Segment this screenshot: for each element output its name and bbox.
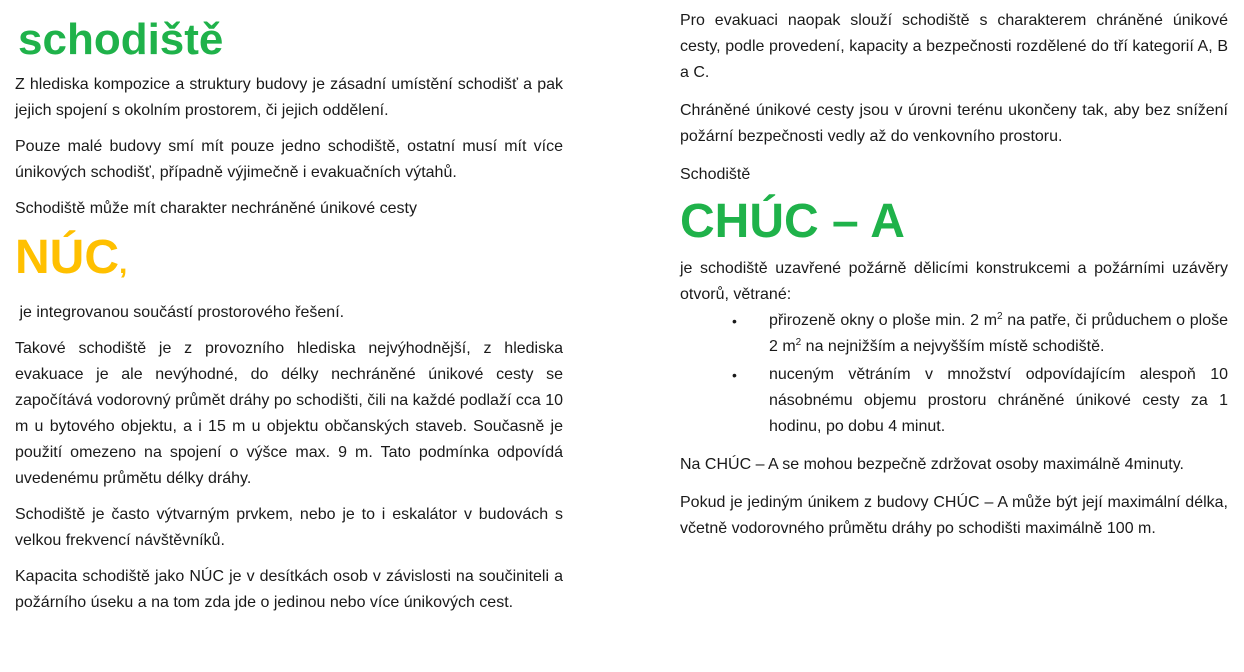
bullet-text: nuceným větráním v množství odpovídajícím alespoň 10 násobnému objemu prostoru chráněné únikové cesty za 1 hodinu, po dobu 4 minut. bbox=[769, 366, 1228, 435]
paragraph-schodiste-label: Schodiště bbox=[680, 166, 751, 183]
paragraph-max-length: Pokud je jediným únikem z budovy CHÚC – A může být její maximální délka, včetně vodorovného průmětu dráhy po schodišti maximálně 100 m. bbox=[680, 494, 1228, 537]
left-column bbox=[15, 0, 563, 616]
right-column bbox=[680, 0, 1228, 542]
bullet-text-a: přirozeně okny o ploše min. 2 m bbox=[769, 312, 998, 329]
bullet-text-c: na nejnižším a nejvyšším místě schodiště. bbox=[801, 338, 1105, 355]
paragraph-integrated: je integrovanou součástí prostorového řešení. bbox=[15, 304, 345, 321]
paragraph-chuc-definition: je schodiště uzavřené požárně dělicími konstrukcemi a požárními uzávěry otvorů, větrané: bbox=[680, 260, 1228, 303]
paragraph-capacity: Kapacita schodiště jako NÚC je v desítkách osob v závislosti na součiniteli a požárního úseku a na tom zda jde o jedinou nebo více únikových cest. bbox=[15, 568, 563, 611]
bullet-text-b: na patře, či průduchem o ploše 2 m bbox=[769, 312, 1228, 355]
paragraph-artistic: Schodiště je často výtvarným prvkem, nebo je to i eskalátor v budovách s velkou frekvencí návštěvníků. bbox=[15, 506, 563, 549]
title-schodiste: schodiště bbox=[18, 15, 224, 64]
list-item bbox=[680, 308, 1228, 360]
bullet-icon: • bbox=[732, 313, 737, 329]
paragraph-advantages: Takové schodiště je z provozního hlediska nejvýhodnější, z hlediska evakuace je ale nevýhodné, do délky nechráněné únikové cesty se započítává vodorovný průmět dráhy po schodišti, čili na každé podlaží cca 10 m u bytového objektu, a i 15 m u objektu občanských staveb. Současně je použití omezeno na spojení o výšce max. 9 m. Tato podmínka odpovídá uvedenému průmětu délky dráhy. bbox=[15, 340, 563, 487]
nuc-heading bbox=[15, 226, 563, 290]
paragraph-protected-routes: Chráněné únikové cesty jsou v úrovni terénu ukončeny tak, aby bez snížení požární bezpečnosti vedly až do venkovního prostoru. bbox=[680, 102, 1228, 145]
bullet-icon: • bbox=[732, 367, 737, 383]
superscript: 2 bbox=[997, 311, 1003, 322]
chuc-a-heading: CHÚC – A bbox=[680, 195, 905, 248]
list-item bbox=[680, 362, 1228, 440]
paragraph-composition: Z hlediska kompozice a struktury budovy je zásadní umístění schodišť a pak jejich spojení s okolním prostorem, či jejich oddělení. bbox=[15, 76, 563, 119]
paragraph-character: Schodiště může mít charakter nechráněné únikové cesty bbox=[15, 200, 417, 217]
nuc-heading-comma: , bbox=[119, 247, 128, 280]
nuc-heading-text: NÚC bbox=[15, 231, 119, 284]
ventilation-list bbox=[680, 308, 1228, 440]
superscript: 2 bbox=[795, 337, 802, 348]
paragraph-small-buildings: Pouze malé budovy smí mít pouze jedno schodiště, ostatní musí mít více únikových schodišť, případně výjimečně i evakuačních výtahů. bbox=[15, 138, 563, 181]
paragraph-evacuation: Pro evakuaci naopak slouží schodiště s charakterem chráněné únikové cesty, podle provedení, kapacity a bezpečnosti rozdělené do tří kategorií A, B a C. bbox=[680, 12, 1228, 81]
paragraph-max-stay: Na CHÚC – A se mohou bezpečně zdržovat osoby maximálně 4minuty. bbox=[680, 456, 1184, 473]
